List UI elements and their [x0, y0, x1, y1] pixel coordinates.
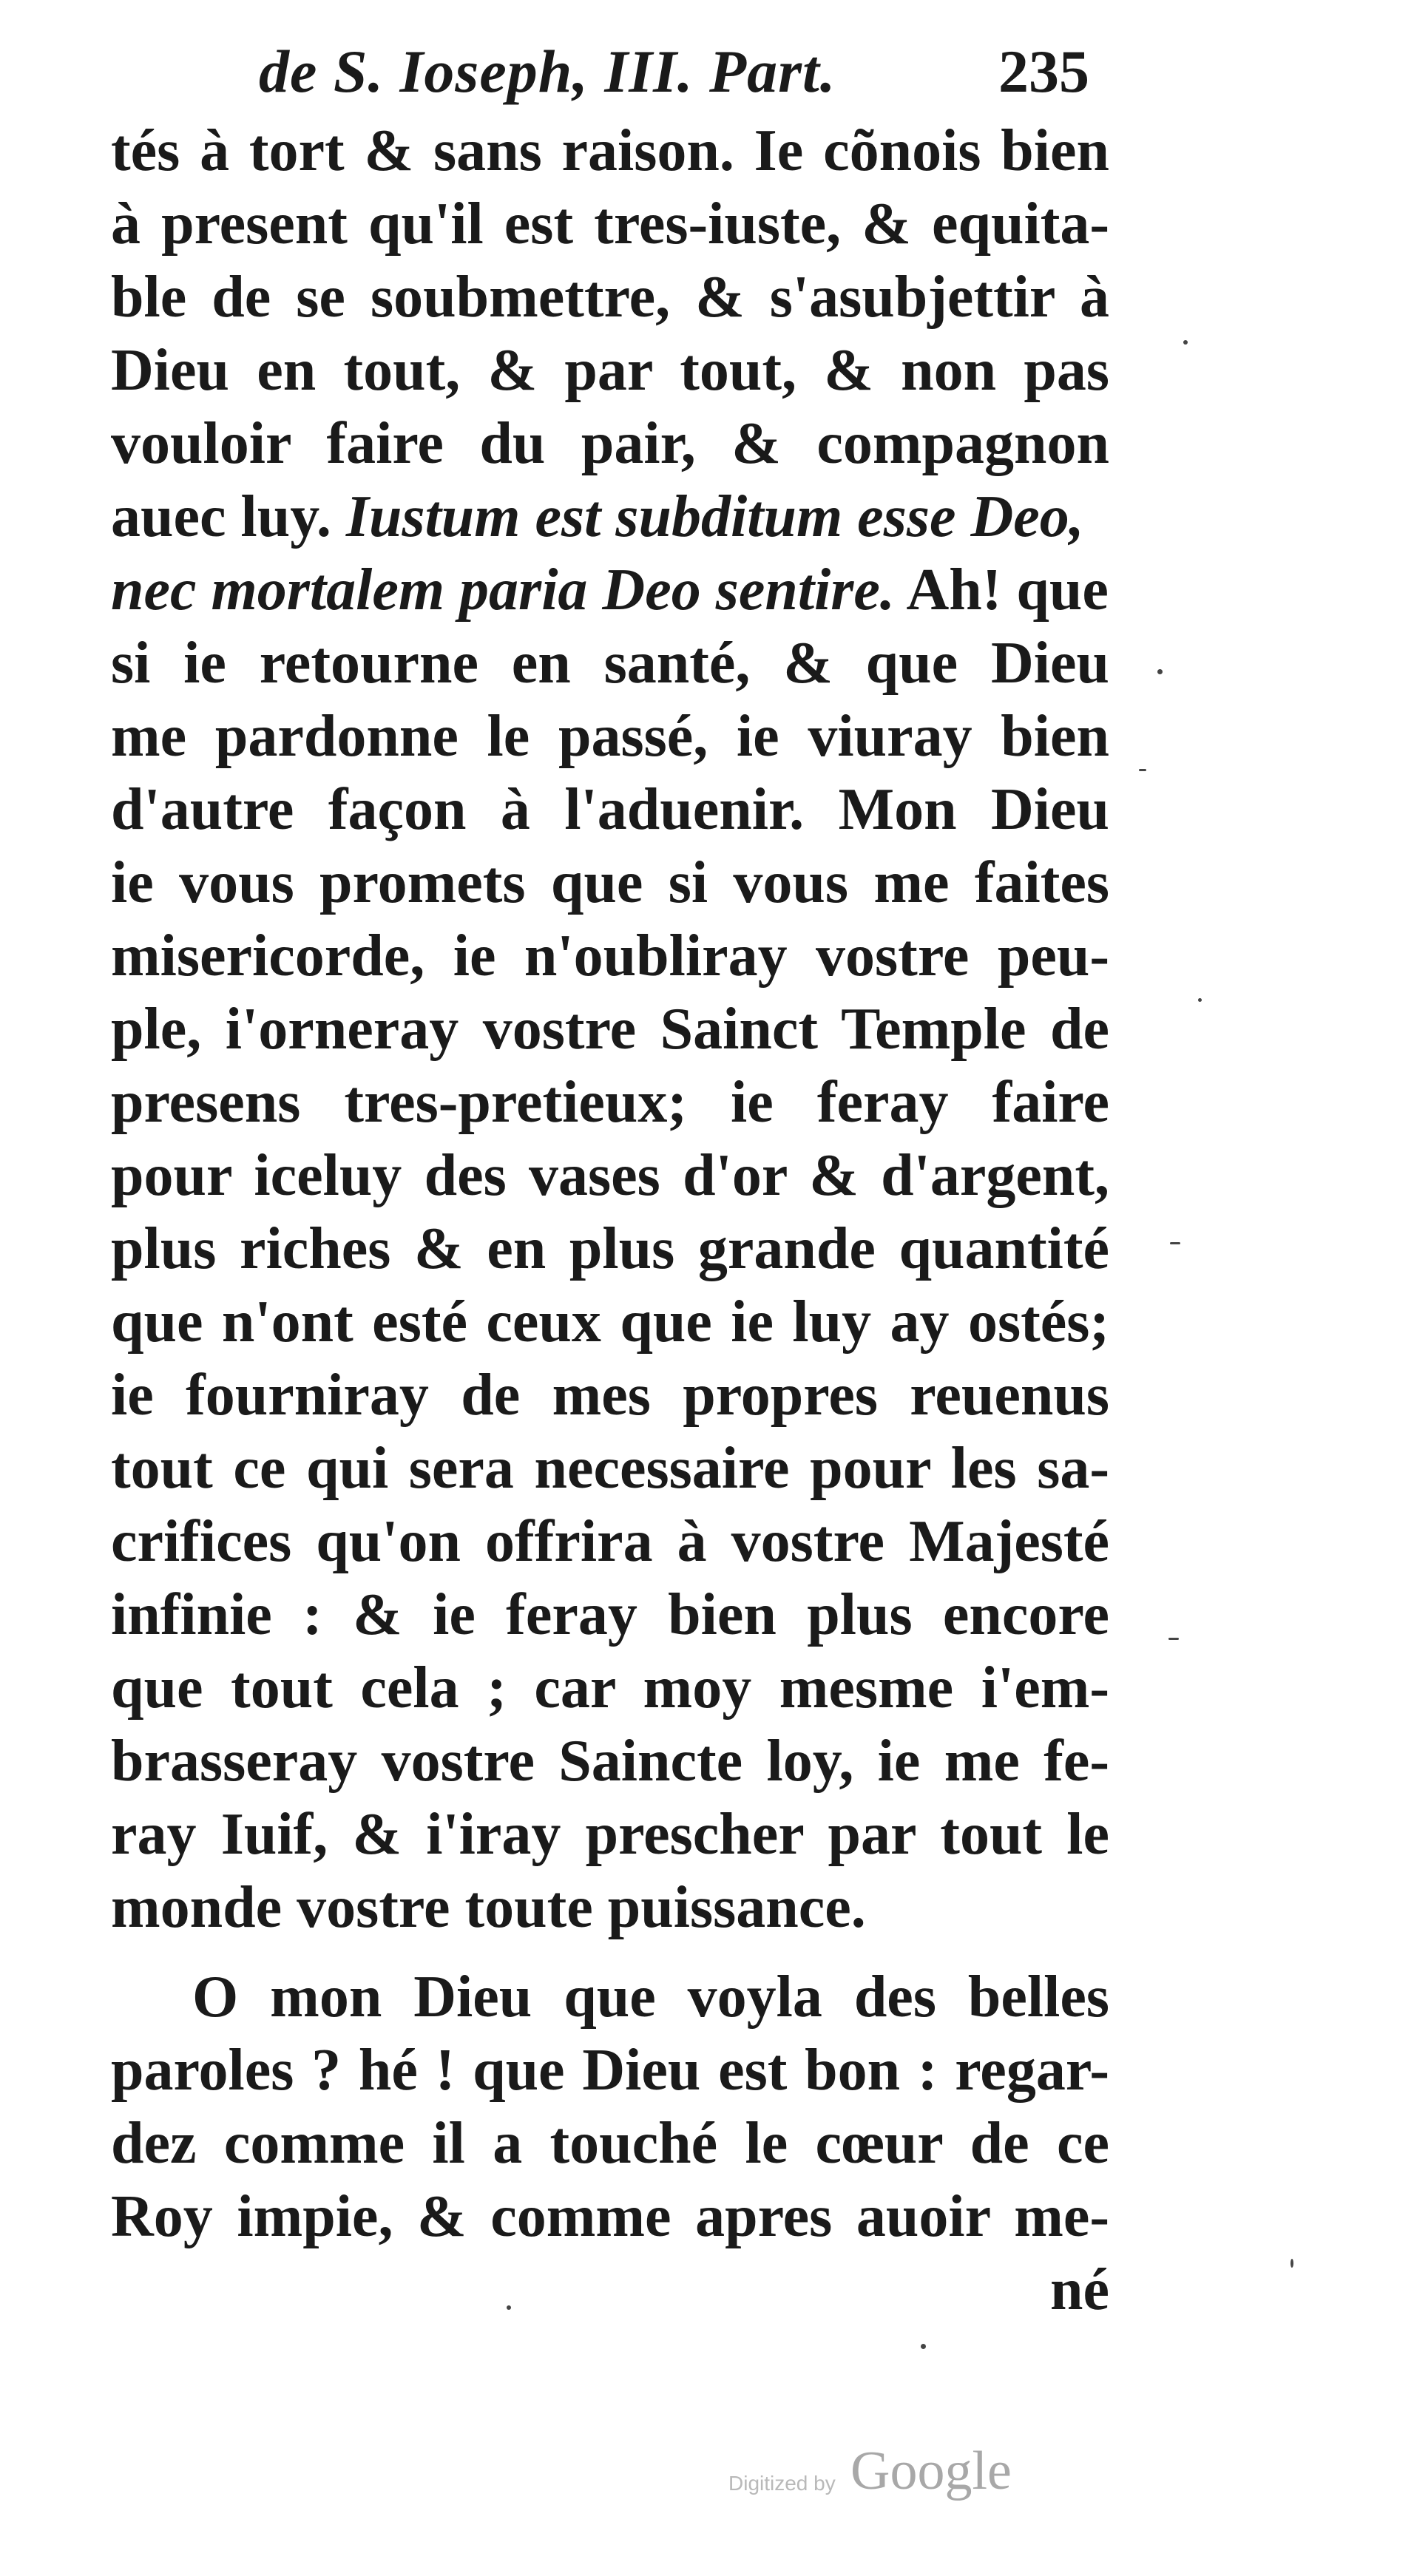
text-line: dez comme il a touché le cœur de ce — [111, 2111, 1109, 2176]
latin-quote-end: nec mortalem paria Deo sentire. — [111, 557, 895, 623]
text-fragment: Ah! que — [906, 557, 1109, 623]
latin-quote-start: Iustum est subditum esse Deo, — [345, 484, 1084, 549]
text-line: brasseray vostre Saincte loy, ie me fe- — [111, 1729, 1109, 1794]
text-line: plus riches & en plus grande quantité — [111, 1216, 1109, 1281]
text-line: monde vostre toute puissance. — [111, 1875, 866, 1940]
ink-speck — [1183, 340, 1188, 345]
digitized-watermark — [728, 2436, 1039, 2510]
ink-speck — [507, 2305, 511, 2310]
text-line: d'autre façon à l'aduenir. Mon Dieu — [111, 777, 1109, 842]
watermark-prefix: Digitized by — [728, 2472, 836, 2495]
text-line: tout ce qui sera necessaire pour les sa- — [111, 1436, 1109, 1501]
text-line: Roy impie, & comme apres auoir me- — [111, 2184, 1109, 2249]
body-text — [111, 115, 1109, 2327]
text-line: pour iceluy des vases d'or & d'argent, — [111, 1143, 1109, 1208]
text-line: O mon Dieu que voyla des belles — [192, 1965, 1109, 2030]
running-head-title: de S. Ioseph, III. Part. — [259, 38, 836, 105]
ink-speck — [1198, 998, 1202, 1002]
ink-speck — [921, 2344, 926, 2349]
page-number: 235 — [998, 38, 1089, 105]
text-line: ray Iuif, & i'iray prescher par tout le — [111, 1802, 1109, 1867]
ink-speck — [1170, 1242, 1180, 1244]
paragraph-gap — [111, 1945, 1109, 1961]
text-line: tés à tort & sans raison. Ie cõnois bien — [111, 118, 1109, 183]
ink-speck — [1290, 2259, 1293, 2268]
text-line: presens tres-pretieux; ie feray faire — [111, 1070, 1109, 1135]
ink-speck — [1139, 769, 1146, 771]
text-line: vouloir faire du pair, & compagnon — [111, 411, 1109, 476]
text-line-mixed — [111, 554, 1109, 627]
text-line: à present qu'il est tres-iuste, & equita- — [111, 191, 1109, 257]
text-line: Dieu en tout, & par tout, & non pas — [111, 338, 1109, 403]
text-line: si ie retourne en santé, & que Dieu — [111, 631, 1109, 696]
text-line: crifices qu'on offrira à vostre Majesté — [111, 1509, 1109, 1574]
text-line: que n'ont esté ceux que ie luy ay ostés; — [111, 1289, 1109, 1355]
watermark-brand: Google — [850, 2441, 1012, 2501]
catchword: né — [1050, 2257, 1109, 2322]
ink-speck — [1157, 669, 1163, 674]
text-line: ie vous promets que si vous me faites — [111, 850, 1109, 915]
text-line: ble de se soubmettre, & s'asubjettir à — [111, 265, 1109, 330]
text-line: ple, i'orneray vostre Sainct Temple de — [111, 997, 1109, 1062]
text-line: misericorde, ie n'oubliray vostre peu- — [111, 923, 1109, 989]
running-head — [111, 30, 1095, 111]
ink-speck — [1168, 1638, 1179, 1640]
text-line: ie fourniray de mes propres reuenus — [111, 1363, 1109, 1428]
text-line: paroles ? hé ! que Dieu est bon : regar- — [111, 2038, 1109, 2103]
text-line: me pardonne le passé, ie viuray bien — [111, 704, 1109, 769]
text-fragment: auec luy. — [111, 484, 331, 549]
text-line: que tout cela ; car moy mesme i'em- — [111, 1655, 1109, 1721]
text-line-mixed — [111, 481, 1109, 554]
text-line: infinie : & ie feray bien plus encore — [111, 1582, 1109, 1647]
